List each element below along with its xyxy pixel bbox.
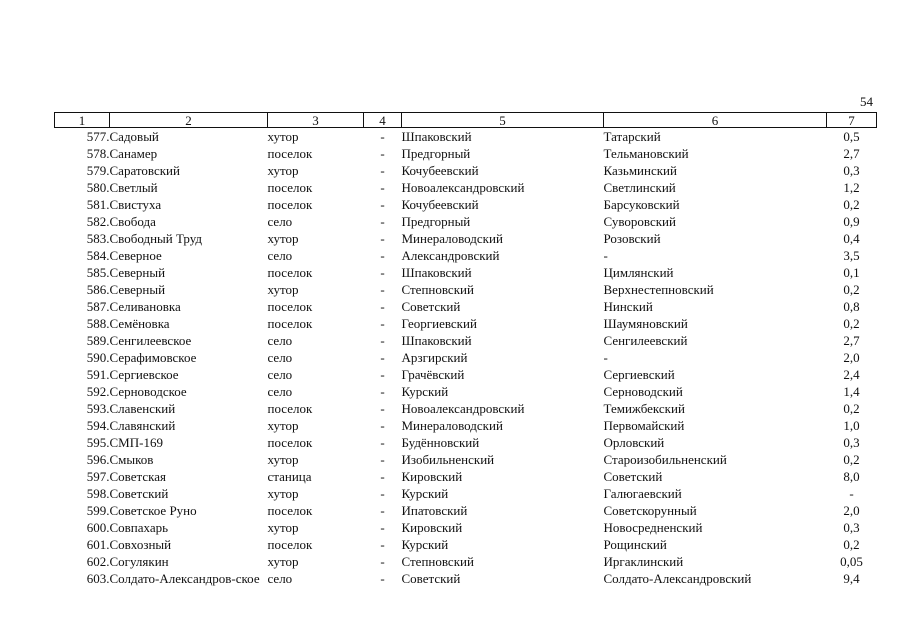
marker: - — [380, 503, 385, 518]
settlement-name: Санамер — [109, 146, 158, 161]
row-number: 595. — [86, 435, 110, 450]
settlement-name: Саратовский — [109, 163, 180, 178]
table-row — [55, 247, 877, 264]
settlement-type: хутор — [267, 452, 299, 467]
district: Шпаковский — [401, 265, 472, 280]
district: Курский — [401, 537, 449, 552]
table-row — [55, 451, 877, 468]
district: Предгорный — [401, 214, 471, 229]
district: Советский — [401, 571, 461, 586]
district: Александровский — [401, 248, 500, 263]
value: 0,2 — [843, 316, 860, 331]
marker: - — [380, 248, 385, 263]
row-number: 588. — [86, 316, 110, 331]
marker: - — [380, 265, 385, 280]
marker: - — [380, 520, 385, 535]
value: 0,1 — [843, 265, 860, 280]
settlement-name: Садовый — [109, 129, 159, 144]
value: 2,0 — [843, 350, 860, 365]
column-number-row — [55, 113, 877, 128]
settlement-type: поселок — [267, 435, 313, 450]
table-body — [55, 128, 877, 605]
table-row — [55, 553, 877, 570]
column-number: 5 — [402, 113, 604, 128]
settlement-type: хутор — [267, 486, 299, 501]
row-number: 597. — [86, 469, 110, 484]
table-row — [55, 145, 877, 162]
settlement-name: Северное — [109, 248, 162, 263]
marker: - — [380, 146, 385, 161]
municipality: - — [603, 248, 608, 263]
settlement-name: Совпахарь — [109, 520, 169, 535]
municipality: Тельмановский — [603, 146, 689, 161]
settlement-type: поселок — [267, 197, 313, 212]
settlement-type: станица — [267, 469, 312, 484]
row-number: 594. — [86, 418, 110, 433]
value: 0,3 — [843, 520, 860, 535]
settlement-name: Смыков — [109, 452, 154, 467]
municipality: Рощинский — [603, 537, 667, 552]
district: Советский — [401, 299, 461, 314]
marker: - — [380, 367, 385, 382]
marker: - — [380, 214, 385, 229]
value: - — [849, 486, 854, 501]
settlement-name: Северный — [109, 265, 166, 280]
municipality: Шаумяновский — [603, 316, 688, 331]
settlement-name: Совхозный — [109, 537, 172, 552]
marker: - — [380, 129, 385, 144]
municipality: Суворовский — [603, 214, 676, 229]
municipality: Староизобильненский — [603, 452, 727, 467]
district: Минераловодский — [401, 418, 503, 433]
marker: - — [380, 350, 385, 365]
value: 2,7 — [843, 146, 860, 161]
marker: - — [380, 486, 385, 501]
row-number: 584. — [86, 248, 110, 263]
settlement-name: Светлый — [109, 180, 158, 195]
settlement-name: Советский — [109, 486, 169, 501]
settlement-name: Сенгилеевское — [109, 333, 192, 348]
row-number: 601. — [86, 537, 110, 552]
row-number: 593. — [86, 401, 110, 416]
settlement-name: Славенский — [109, 401, 176, 416]
table-row — [55, 485, 877, 502]
settlement-type: село — [267, 367, 293, 382]
district: Шпаковский — [401, 333, 472, 348]
marker: - — [380, 197, 385, 212]
row-number: 589. — [86, 333, 110, 348]
settlement-type: поселок — [267, 146, 313, 161]
settlement-type: село — [267, 384, 293, 399]
table-row — [55, 128, 877, 146]
value: 2,4 — [843, 367, 860, 382]
district: Георгиевский — [401, 316, 477, 331]
table-row — [55, 179, 877, 196]
municipality: Темижбекский — [603, 401, 685, 416]
marker: - — [380, 571, 385, 586]
municipality: Орловский — [603, 435, 665, 450]
value: 9,4 — [843, 571, 860, 586]
table-row — [55, 434, 877, 451]
marker: - — [380, 163, 385, 178]
column-number: 1 — [55, 113, 110, 128]
row-number: 592. — [86, 384, 110, 399]
district: Изобильненский — [401, 452, 495, 467]
row-number: 599. — [86, 503, 110, 518]
table-row — [55, 519, 877, 536]
table-row — [55, 383, 877, 400]
table-row — [55, 213, 877, 230]
table-row — [55, 315, 877, 332]
table-row — [55, 162, 877, 179]
marker: - — [380, 435, 385, 450]
settlement-name: Семёновка — [109, 316, 170, 331]
table-row — [55, 349, 877, 366]
column-number: 4 — [364, 113, 402, 128]
value: 0,2 — [843, 401, 860, 416]
marker: - — [380, 401, 385, 416]
marker: - — [380, 299, 385, 314]
value: 3,5 — [843, 248, 860, 263]
row-number: 586. — [86, 282, 110, 297]
municipality: Верхнестепновский — [603, 282, 714, 297]
municipality: Новосредненский — [603, 520, 703, 535]
value: 0,9 — [843, 214, 860, 229]
marker: - — [380, 282, 385, 297]
row-number: 598. — [86, 486, 110, 501]
municipality: Советскорунный — [603, 503, 697, 518]
value: 0,2 — [843, 197, 860, 212]
column-number: 6 — [604, 113, 827, 128]
value: 0,5 — [843, 129, 860, 144]
row-number: 587. — [86, 299, 110, 314]
settlement-type: хутор — [267, 418, 299, 433]
municipality: Нинский — [603, 299, 653, 314]
value: 2,7 — [843, 333, 860, 348]
row-number: 579. — [86, 163, 110, 178]
settlement-type: поселок — [267, 401, 313, 416]
settlement-type: село — [267, 571, 293, 586]
row-number: 577. — [86, 129, 110, 144]
marker: - — [380, 333, 385, 348]
table-row — [55, 264, 877, 281]
marker: - — [380, 180, 385, 195]
value: 0,3 — [843, 435, 860, 450]
row-number: 578. — [86, 146, 110, 161]
row-number: 600. — [86, 520, 110, 535]
value: 1,4 — [843, 384, 860, 399]
settlement-name: СМП-169 — [109, 435, 163, 450]
settlement-name: Селивановка — [109, 299, 181, 314]
settlement-name: Советская — [109, 469, 166, 484]
value: 0,05 — [840, 554, 863, 569]
table-row — [55, 536, 877, 553]
table-row — [55, 502, 877, 519]
settlement-type: поселок — [267, 537, 313, 552]
district: Будённовский — [401, 435, 480, 450]
district: Кировский — [401, 469, 463, 484]
municipality: Галюгаевский — [603, 486, 682, 501]
district: Шпаковский — [401, 129, 472, 144]
row-number: 596. — [86, 452, 110, 467]
municipality: Солдато-Александровский — [603, 571, 752, 586]
table-row — [55, 366, 877, 383]
settlement-type: село — [267, 350, 293, 365]
municipality: Казьминский — [603, 163, 677, 178]
settlement-type: поселок — [267, 299, 313, 314]
district: Кочубеевский — [401, 163, 479, 178]
settlement-type: поселок — [267, 265, 313, 280]
settlement-type: хутор — [267, 282, 299, 297]
table-row — [55, 417, 877, 434]
settlement-type: поселок — [267, 316, 313, 331]
table-row — [55, 570, 877, 604]
municipality: Сенгилеевский — [603, 333, 688, 348]
marker: - — [380, 452, 385, 467]
settlement-type: поселок — [267, 503, 313, 518]
municipality: Иргаклинский — [603, 554, 684, 569]
district: Новоалександровский — [401, 180, 525, 195]
settlement-type: село — [267, 248, 293, 263]
district: Степновский — [401, 554, 474, 569]
marker: - — [380, 231, 385, 246]
district: Кировский — [401, 520, 463, 535]
table-row — [55, 332, 877, 349]
value: 0,2 — [843, 282, 860, 297]
district: Степновский — [401, 282, 474, 297]
settlement-name: Свободный Труд — [109, 231, 203, 246]
row-number: 590. — [86, 350, 110, 365]
settlement-name: Свистуха — [109, 197, 162, 212]
municipality: Розовский — [603, 231, 661, 246]
municipality: - — [603, 350, 608, 365]
district: Арзгирский — [401, 350, 468, 365]
table-row — [55, 230, 877, 247]
table-row — [55, 468, 877, 485]
row-number: 583. — [86, 231, 110, 246]
value: 1,2 — [843, 180, 860, 195]
row-number: 581. — [86, 197, 110, 212]
municipality: Советский — [603, 469, 663, 484]
marker: - — [380, 537, 385, 552]
column-number: 2 — [110, 113, 268, 128]
settlements-table — [54, 112, 877, 604]
marker: - — [380, 384, 385, 399]
settlement-type: хутор — [267, 520, 299, 535]
settlement-type: хутор — [267, 129, 299, 144]
marker: - — [380, 316, 385, 331]
page-number: 54 — [860, 94, 873, 109]
settlement-type: хутор — [267, 554, 299, 569]
settlement-name: Серафимовское — [109, 350, 197, 365]
table-row — [55, 298, 877, 315]
settlement-type: хутор — [267, 231, 299, 246]
value: 0,8 — [843, 299, 860, 314]
district: Минераловодский — [401, 231, 503, 246]
settlement-name: Свобода — [109, 214, 156, 229]
table-row — [55, 196, 877, 213]
district: Курский — [401, 384, 449, 399]
settlement-name: Советское Руно — [109, 503, 197, 518]
settlement-type: хутор — [267, 163, 299, 178]
settlement-name: Серноводское — [109, 384, 187, 399]
settlement-name: Северный — [109, 282, 166, 297]
value: 0,2 — [843, 537, 860, 552]
row-number: 603. — [86, 571, 110, 586]
settlement-type: село — [267, 214, 293, 229]
municipality: Барсуковский — [603, 197, 680, 212]
settlement-name: Славянский — [109, 418, 176, 433]
row-number: 585. — [86, 265, 110, 280]
municipality: Светлинский — [603, 180, 676, 195]
settlement-name: Солдато-Александров-ское — [109, 571, 260, 586]
municipality: Серноводский — [603, 384, 683, 399]
settlement-type: село — [267, 333, 293, 348]
municipality: Первомайский — [603, 418, 685, 433]
value: 0,3 — [843, 163, 860, 178]
marker: - — [380, 469, 385, 484]
settlement-name: Согулякин — [109, 554, 169, 569]
district: Грачёвский — [401, 367, 465, 382]
row-number: 580. — [86, 180, 110, 195]
value: 0,2 — [843, 452, 860, 467]
municipality: Сергиевский — [603, 367, 675, 382]
settlement-type: поселок — [267, 180, 313, 195]
district: Кочубеевский — [401, 197, 479, 212]
value: 8,0 — [843, 469, 860, 484]
table-row — [55, 281, 877, 298]
row-number: 591. — [86, 367, 110, 382]
marker: - — [380, 554, 385, 569]
value: 0,4 — [843, 231, 860, 246]
district: Новоалександровский — [401, 401, 525, 416]
settlement-name: Сергиевское — [109, 367, 179, 382]
municipality: Татарский — [603, 129, 661, 144]
municipality: Цимлянский — [603, 265, 674, 280]
value: 2,0 — [843, 503, 860, 518]
row-number: 582. — [86, 214, 110, 229]
district: Курский — [401, 486, 449, 501]
column-number: 7 — [827, 113, 877, 128]
district: Ипатовский — [401, 503, 468, 518]
marker: - — [380, 418, 385, 433]
table-row — [55, 400, 877, 417]
district: Предгорный — [401, 146, 471, 161]
value: 1,0 — [843, 418, 860, 433]
column-number: 3 — [268, 113, 364, 128]
row-number: 602. — [86, 554, 110, 569]
